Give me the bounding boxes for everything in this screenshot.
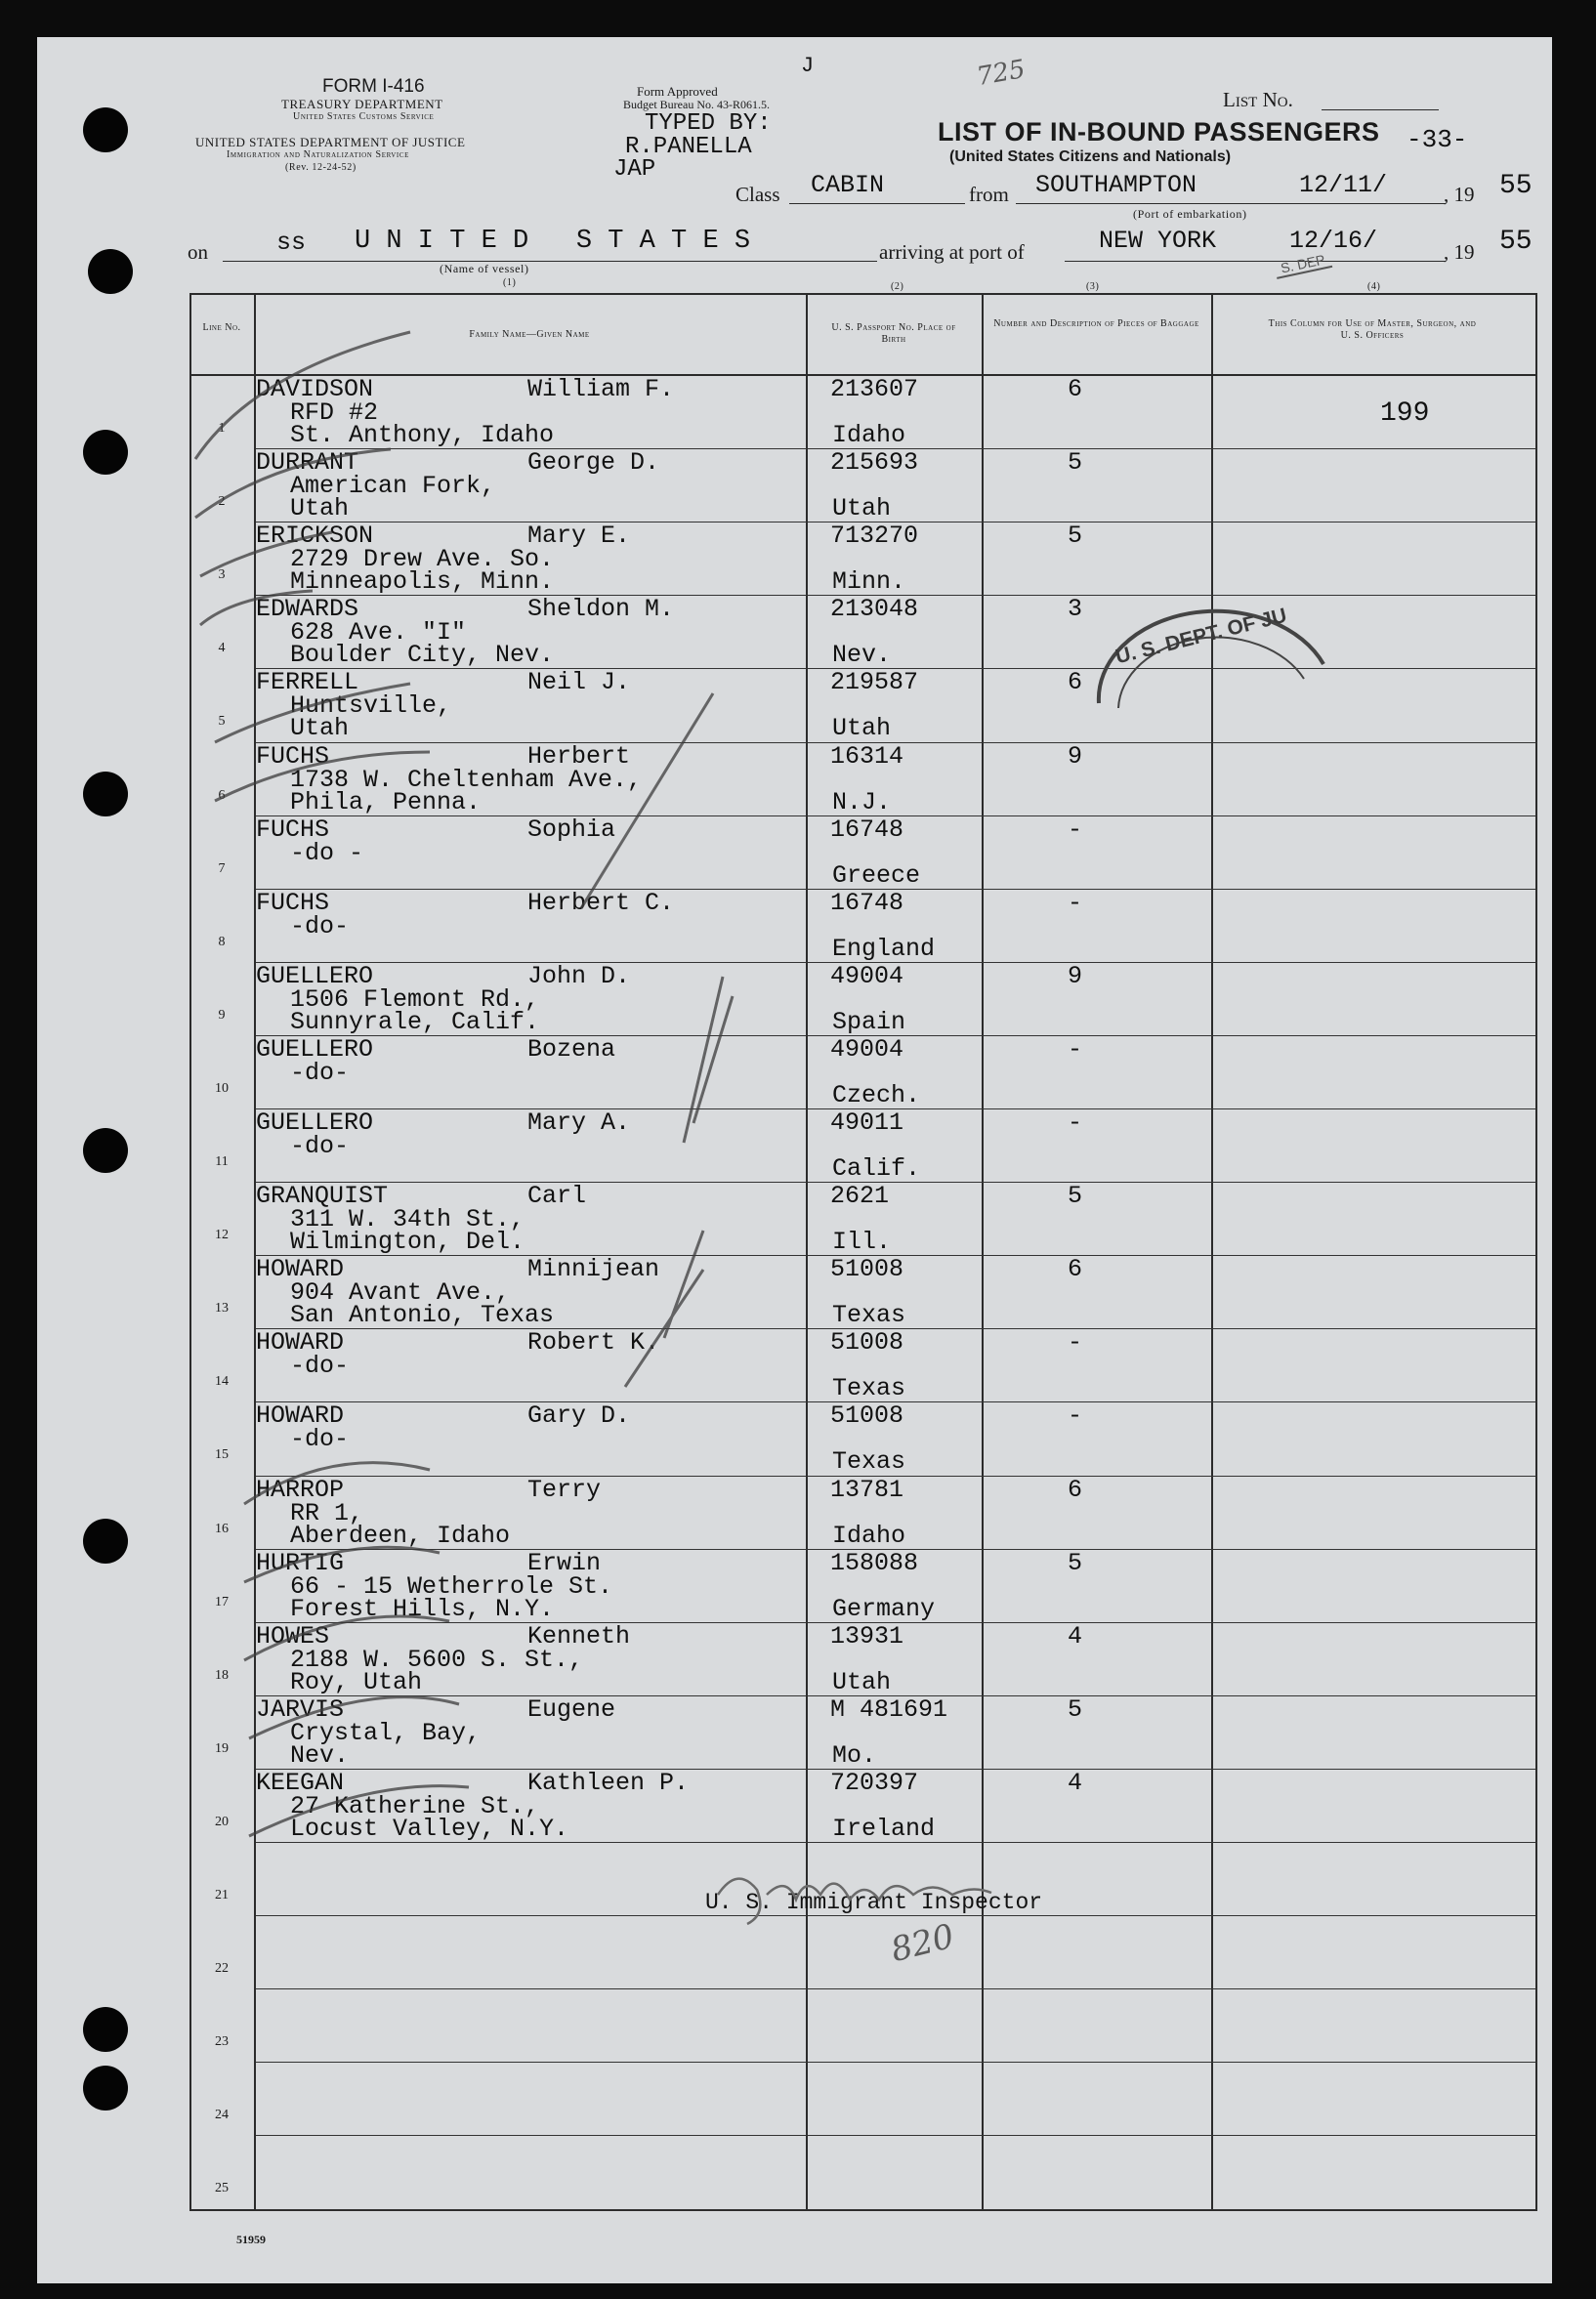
- list-no-label: List No.: [1223, 88, 1293, 111]
- family-name: EDWARDS: [256, 595, 359, 624]
- family-name: FUCHS: [256, 741, 330, 771]
- place-of-birth: N.J.: [832, 787, 892, 816]
- line-number: 6: [218, 787, 226, 803]
- address-line-1: 2729 Drew Ave. So.: [290, 545, 555, 574]
- given-name: Herbert: [527, 741, 631, 771]
- passport-number: M 481691: [830, 1694, 948, 1724]
- year-prefix: , 19: [1444, 183, 1475, 206]
- place-of-birth: Greece: [832, 860, 921, 890]
- family-name: GRANQUIST: [256, 1182, 389, 1211]
- address-line-2: Aberdeen, Idaho: [290, 1521, 511, 1550]
- line-number: 8: [218, 934, 226, 949]
- given-name: Erwin: [527, 1548, 602, 1577]
- address-line-2: Locust Valley, N.Y.: [290, 1814, 569, 1843]
- address-line-2: Sunnyrale, Calif.: [290, 1007, 540, 1036]
- place-of-birth: Czech.: [832, 1080, 921, 1109]
- line-number: 17: [215, 1594, 229, 1609]
- family-name: HARROP: [256, 1475, 345, 1504]
- address-line-2: Roy, Utah: [290, 1667, 423, 1696]
- family-name: HURTIG: [256, 1548, 345, 1577]
- typist-initials: JAP: [613, 156, 656, 183]
- baggage-count: 4: [1068, 1621, 1083, 1651]
- place-of-birth: Minn.: [832, 567, 906, 597]
- family-name: FERRELL: [256, 668, 359, 697]
- given-name: Mary E.: [527, 522, 631, 551]
- header-passport: U. S. Passport No. Place of Birth: [831, 322, 956, 345]
- line-number: 4: [218, 641, 226, 656]
- place-of-birth: Calif.: [832, 1154, 921, 1183]
- place-of-birth: Idaho: [832, 421, 906, 449]
- given-name: Minnijean: [527, 1255, 660, 1284]
- family-name: FUCHS: [256, 815, 330, 844]
- place-of-birth: Spain: [832, 1007, 906, 1036]
- family-name: FUCHS: [256, 888, 330, 917]
- passport-number: 2621: [830, 1182, 890, 1211]
- given-name: Kathleen P.: [527, 1768, 690, 1797]
- arriving-label: arriving at port of: [879, 240, 1025, 264]
- arrival-port: NEW YORK: [1099, 227, 1217, 255]
- address-line-2: Boulder City, Nev.: [290, 641, 555, 670]
- col3-label: (3): [1086, 281, 1100, 292]
- passport-number: 213607: [830, 375, 919, 403]
- col2-label: (2): [891, 281, 904, 292]
- family-name: HOWARD: [256, 1328, 345, 1358]
- place-of-birth: Germany: [832, 1594, 936, 1623]
- passport-number: 49004: [830, 1034, 904, 1064]
- form-code: 51959: [236, 2233, 266, 2246]
- depart-year: 55: [1499, 171, 1533, 201]
- address-line-1: Crystal, Bay,: [290, 1718, 482, 1747]
- given-name: Sophia: [527, 815, 616, 844]
- address-line-1: RFD #2: [290, 398, 379, 427]
- form-number: FORM I-416: [322, 76, 425, 97]
- passport-number: 158088: [830, 1548, 919, 1577]
- depart-date: 12/11/: [1299, 171, 1388, 199]
- given-name: John D.: [527, 961, 631, 990]
- baggage-count: 6: [1068, 375, 1083, 403]
- line-number: 15: [215, 1447, 229, 1463]
- pencil-number-bottom: 820: [887, 1916, 958, 1971]
- family-name: ERICKSON: [256, 522, 374, 551]
- passport-number: 13781: [830, 1475, 904, 1504]
- place-of-birth: Utah: [832, 714, 892, 743]
- vessel-name: U N I T E D S T A T E S: [355, 227, 751, 256]
- address-line-2: San Antonio, Texas: [290, 1301, 555, 1330]
- address-line-2: Wilmington, Del.: [290, 1228, 525, 1257]
- line-number: 3: [218, 567, 226, 583]
- passport-number: 219587: [830, 668, 919, 697]
- family-name: HOWARD: [256, 1401, 345, 1431]
- family-name: KEEGAN: [256, 1768, 345, 1797]
- address-line-1: -do-: [290, 1058, 350, 1087]
- given-name: Eugene: [527, 1694, 616, 1724]
- line-number: 22: [215, 1961, 229, 1977]
- family-name: GUELLERO: [256, 961, 374, 990]
- address-line-1: 2188 W. 5600 S. St.,: [290, 1645, 584, 1674]
- rev-date: (Rev. 12-24-52): [285, 162, 357, 173]
- inspector-label: U. S. Immigrant Inspector: [705, 1890, 1043, 1915]
- header-name: Family Name—Given Name: [469, 329, 590, 340]
- passport-number: 51008: [830, 1401, 904, 1431]
- stamp-text: U. S. DEPT. OF JU: [1113, 604, 1289, 669]
- line-number: 20: [215, 1814, 229, 1829]
- baggage-count: -: [1068, 1401, 1083, 1431]
- address-line-1: 904 Avant Ave.,: [290, 1278, 511, 1308]
- address-line-1: -do -: [290, 838, 364, 867]
- address-line-2: Phila, Penna.: [290, 787, 482, 816]
- line-number: 25: [215, 2181, 229, 2196]
- line-number: 19: [215, 1740, 229, 1756]
- address-line-2: Utah: [290, 494, 350, 523]
- address-line-2: Forest Hills, N.Y.: [290, 1594, 555, 1623]
- passport-number: 16748: [830, 815, 904, 844]
- line-number: 24: [215, 2108, 229, 2123]
- family-name: GUELLERO: [256, 1034, 374, 1064]
- address-line-1: American Fork,: [290, 472, 496, 501]
- given-name: Mary A.: [527, 1108, 631, 1137]
- from-label: from: [969, 183, 1009, 206]
- ins-label: Immigration and Naturalization Service: [227, 149, 410, 160]
- address-line-1: 1738 W. Cheltenham Ave.,: [290, 765, 643, 794]
- place-of-birth: Ireland: [832, 1814, 936, 1843]
- address-line-1: 1506 Flemont Rd.,: [290, 984, 540, 1014]
- vessel-label: (Name of vessel): [440, 262, 529, 275]
- form-approved: Form Approved: [637, 84, 718, 99]
- header-baggage: Number and Description of Pieces of Baggage: [993, 318, 1199, 329]
- given-name: Carl: [527, 1182, 587, 1211]
- passport-number: 713270: [830, 522, 919, 551]
- partial-stamp: S. DEP: [1274, 250, 1332, 279]
- given-name: Gary D.: [527, 1401, 631, 1431]
- line-number: 9: [218, 1007, 226, 1023]
- given-name: Terry: [527, 1475, 602, 1504]
- baggage-count: 5: [1068, 1182, 1083, 1211]
- address-line-2: St. Anthony, Idaho: [290, 421, 555, 449]
- given-name: Bozena: [527, 1034, 616, 1064]
- baggage-count: 6: [1068, 1475, 1083, 1504]
- baggage-count: 4: [1068, 1768, 1083, 1797]
- inspector-signature: [708, 1856, 1001, 1973]
- line-number: 14: [215, 1374, 229, 1390]
- baggage-count: 6: [1068, 668, 1083, 697]
- treasury-dept: TREASURY DEPARTMENT: [281, 97, 443, 111]
- typist-name: R.PANELLA: [625, 134, 752, 160]
- arrive-year: 55: [1499, 227, 1533, 257]
- arrive-date: 12/16/: [1289, 227, 1378, 255]
- line-number: 11: [215, 1154, 229, 1169]
- baggage-count: 5: [1068, 1694, 1083, 1724]
- typed-by-label: TYPED BY:: [645, 110, 772, 137]
- given-name: Sheldon M.: [527, 595, 675, 624]
- given-name: Neil J.: [527, 668, 631, 697]
- given-name: William F.: [527, 375, 675, 403]
- place-of-birth: Texas: [832, 1447, 906, 1477]
- top-mark: J: [801, 54, 815, 78]
- customs-service: United States Customs Service: [293, 111, 435, 122]
- place-of-birth: Utah: [832, 494, 892, 523]
- baggage-count: 9: [1068, 741, 1083, 771]
- baggage-count: -: [1068, 1328, 1083, 1358]
- family-name: DURRANT: [256, 448, 359, 478]
- line-number: 18: [215, 1667, 229, 1683]
- place-of-birth: Utah: [832, 1667, 892, 1696]
- family-name: HOWARD: [256, 1255, 345, 1284]
- header-officers: This Column for Use of Master, Surgeon, and U. S. Officers: [1268, 318, 1477, 341]
- line-number: 13: [215, 1301, 229, 1317]
- baggage-count: 5: [1068, 522, 1083, 551]
- ss-label: ss: [276, 229, 307, 257]
- class-value: CABIN: [811, 171, 885, 199]
- address-line-1: -do-: [290, 911, 350, 940]
- line-number: 2: [218, 494, 226, 510]
- line-number: 10: [215, 1080, 229, 1096]
- line-number: 7: [218, 860, 226, 876]
- passport-number: 16314: [830, 741, 904, 771]
- passport-number: 51008: [830, 1255, 904, 1284]
- family-name: JARVIS: [256, 1694, 345, 1724]
- place-of-birth: Texas: [832, 1374, 906, 1403]
- embark-port: SOUTHAMPTON: [1035, 171, 1197, 199]
- col4-label: (4): [1367, 281, 1381, 292]
- family-name: GUELLERO: [256, 1108, 374, 1137]
- address-line-1: 311 W. 34th St.,: [290, 1205, 525, 1234]
- line-number: 1: [218, 421, 226, 436]
- baggage-count: -: [1068, 1108, 1083, 1137]
- address-line-2: Nev.: [290, 1740, 350, 1770]
- place-of-birth: Nev.: [832, 641, 892, 670]
- place-of-birth: England: [832, 934, 936, 963]
- baggage-count: 5: [1068, 1548, 1083, 1577]
- passport-number: 49004: [830, 961, 904, 990]
- passport-number: 215693: [830, 448, 919, 478]
- place-of-birth: Idaho: [832, 1521, 906, 1550]
- address-line-1: -do-: [290, 1132, 350, 1160]
- family-name: DAVIDSON: [256, 375, 374, 403]
- given-name: George D.: [527, 448, 660, 478]
- line-number: 12: [215, 1228, 229, 1243]
- address-line-1: Huntsville,: [290, 691, 452, 721]
- passport-number: 213048: [830, 595, 919, 624]
- line-number: 21: [215, 1888, 229, 1902]
- form-title: LIST OF IN-BOUND PASSENGERS: [938, 117, 1380, 146]
- year-prefix-2: , 19: [1444, 240, 1475, 264]
- address-line-2: Utah: [290, 714, 350, 743]
- address-line-1: 27 Katherine St.,: [290, 1791, 540, 1820]
- header-line-no: Line No.: [202, 322, 241, 333]
- passport-number: 720397: [830, 1768, 919, 1797]
- justice-dept: UNITED STATES DEPARTMENT OF JUSTICE: [195, 135, 466, 149]
- place-of-birth: Ill.: [832, 1228, 892, 1257]
- passport-number: 49011: [830, 1108, 904, 1137]
- port-embark-label: (Port of embarkation): [1133, 207, 1247, 221]
- list-number: -33-: [1407, 125, 1468, 154]
- passport-number: 51008: [830, 1328, 904, 1358]
- family-name: HOWES: [256, 1621, 330, 1651]
- baggage-count: -: [1068, 815, 1083, 844]
- given-name: Robert K.: [527, 1328, 660, 1358]
- line-number: 23: [215, 2034, 229, 2050]
- baggage-count: 9: [1068, 961, 1083, 990]
- line-number: 5: [218, 714, 226, 730]
- pencil-number-top: 725: [974, 54, 1028, 93]
- col1-label: (1): [503, 277, 517, 288]
- address-line-1: 628 Ave. "I": [290, 618, 467, 648]
- baggage-count: 5: [1068, 448, 1083, 478]
- line-number: 16: [215, 1521, 229, 1536]
- given-name: Herbert C.: [527, 888, 675, 917]
- address-line-1: RR 1,: [290, 1498, 364, 1527]
- baggage-count: 6: [1068, 1255, 1083, 1284]
- address-line-2: Minneapolis, Minn.: [290, 567, 555, 597]
- class-label: Class: [735, 183, 780, 206]
- address-line-1: -do-: [290, 1352, 350, 1381]
- given-name: Kenneth: [527, 1621, 631, 1651]
- passport-number: 13931: [830, 1621, 904, 1651]
- baggage-count: -: [1068, 888, 1083, 917]
- address-line-1: 66 - 15 Wetherrole St.: [290, 1571, 613, 1601]
- passport-number: 16748: [830, 888, 904, 917]
- baggage-count: 3: [1068, 595, 1083, 624]
- on-label: on: [188, 240, 208, 264]
- baggage-count: -: [1068, 1034, 1083, 1064]
- officer-note: 199: [1380, 398, 1430, 429]
- place-of-birth: Mo.: [832, 1740, 877, 1770]
- budget-bureau: Budget Bureau No. 43-R061.5.: [623, 98, 770, 111]
- place-of-birth: Texas: [832, 1301, 906, 1330]
- form-subtitle: (United States Citizens and Nationals): [949, 148, 1232, 165]
- address-line-1: -do-: [290, 1425, 350, 1454]
